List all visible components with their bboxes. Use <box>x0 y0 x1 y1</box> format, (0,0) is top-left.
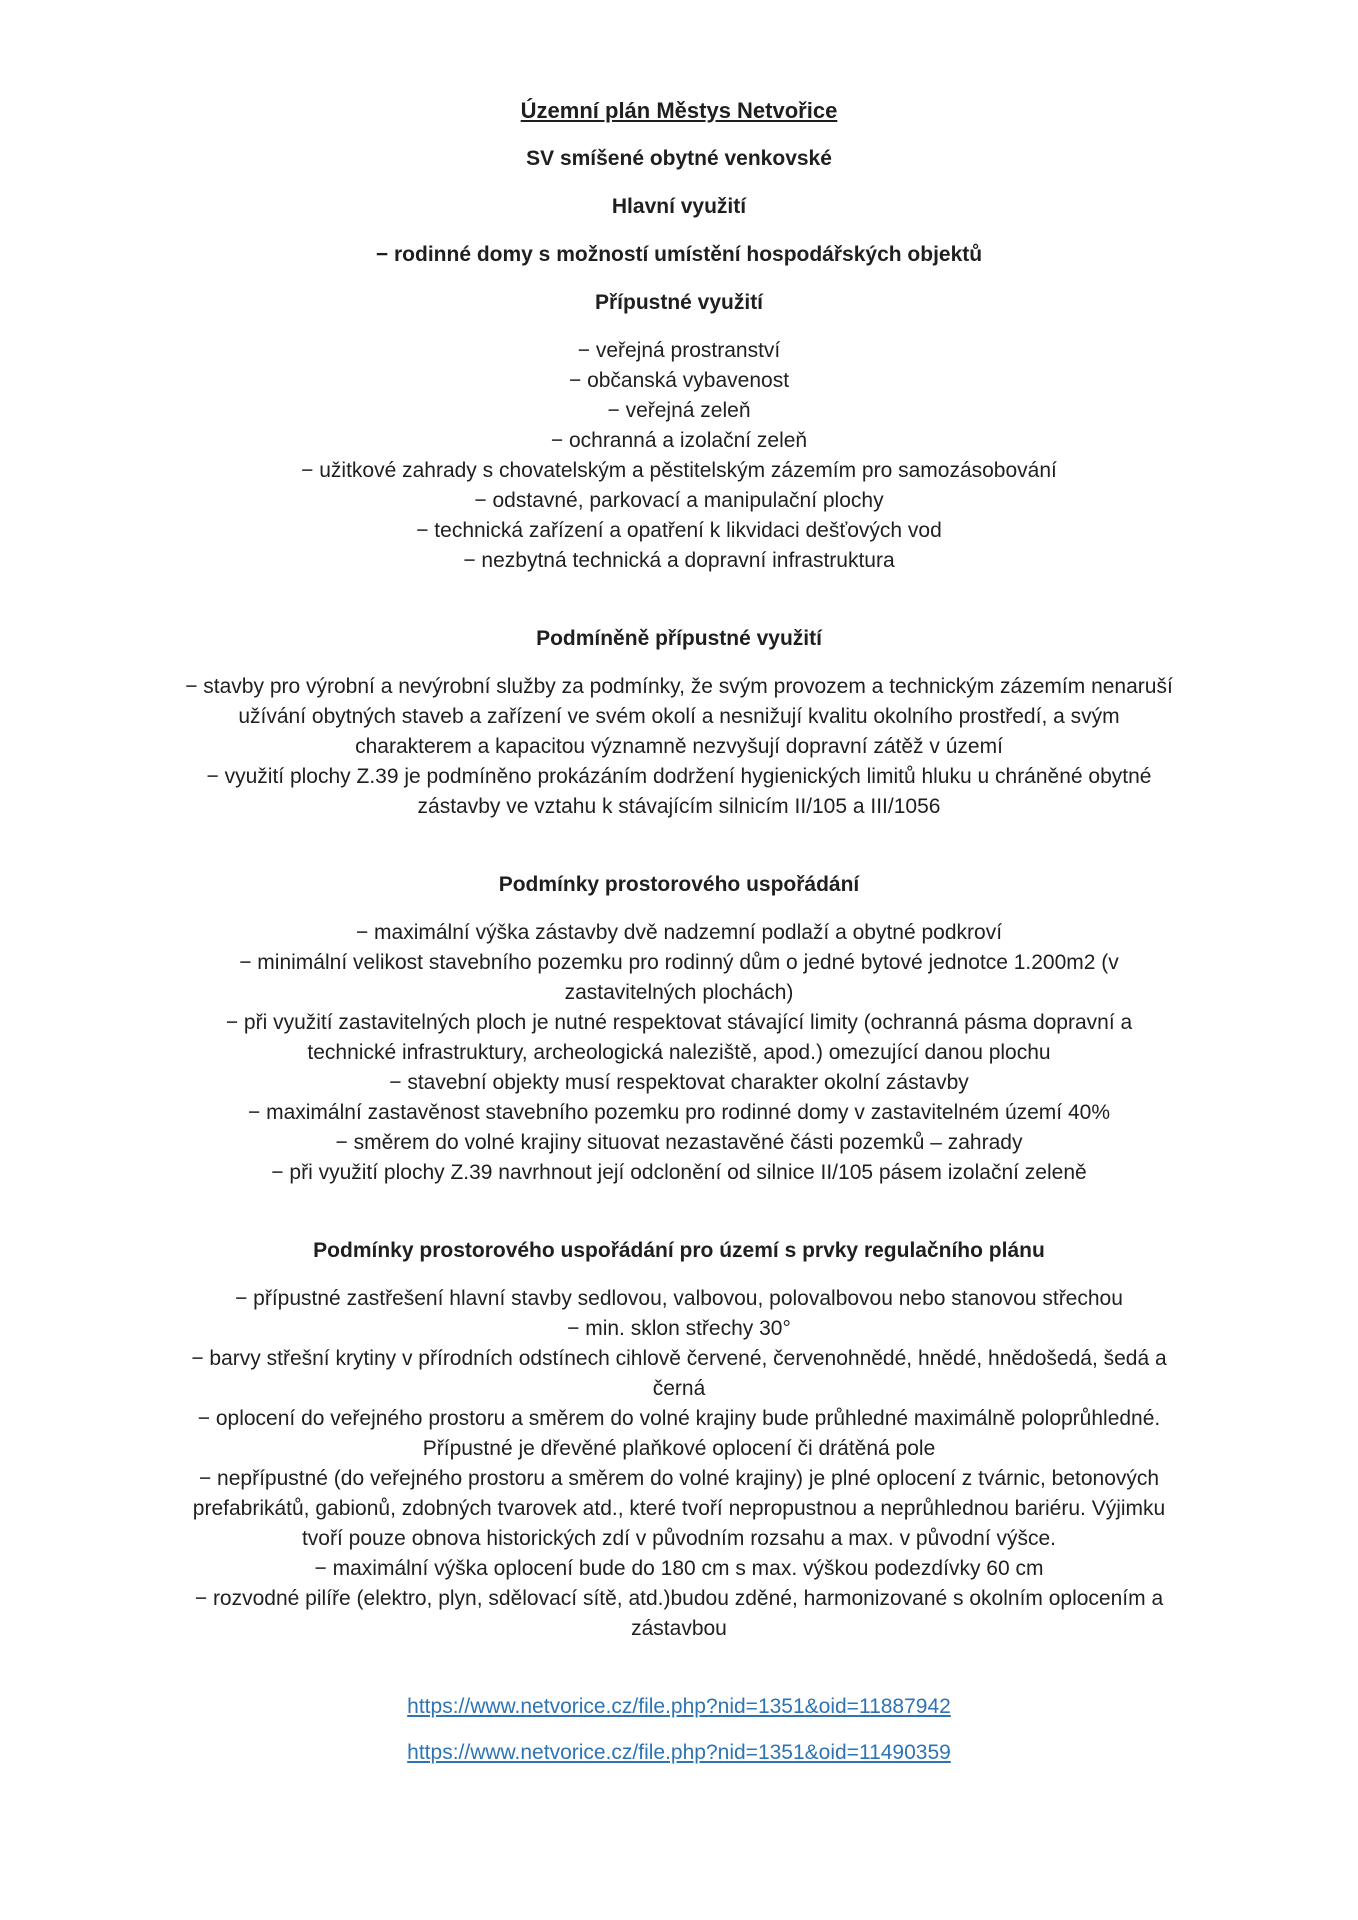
list-item: − přípustné zastřešení hlavní stavby sedlovou, valbovou, polovalbovou nebo stanovou střechou <box>235 1287 1123 1310</box>
list-item: − stavby pro výrobní a nevýrobní služby za podmínky, že svým provozem a technickým zázemím nenaruší užívání obytných staveb a zařízení ve svém okolí a nesnižují kvalitu okolního prostředí, a svým charakterem a kapacitou významně nezvyšují dopravní zátěž v území <box>185 675 1173 758</box>
list-item: − při využití plochy Z.39 navrhnout její odclonění od silnice II/105 pásem izolační zeleně <box>271 1161 1087 1184</box>
section-podminky-regulacniho-planu <box>184 1236 1174 1644</box>
list-item: − technická zařízení a opatření k likvidaci dešťových vod <box>416 519 942 542</box>
list-item: − při využití zastavitelných ploch je nutné respektovat stávající limity (ochranná pásma dopravní a technické infrastruktury, archeologická naleziště, apod.) omezující danou plochu <box>225 1011 1133 1064</box>
list-item: − maximální zastavěnost stavebního pozemku pro rodinné domy v zastavitelném území 40% <box>247 1101 1110 1124</box>
list-item: − ochranná a izolační zeleň <box>550 429 808 452</box>
list-item: − užitkové zahrady s chovatelským a pěstitelským zázemím pro samozásobování <box>301 459 1057 482</box>
list-item: − maximální výška zástavby dvě nadzemní podlaží a obytné podkroví <box>355 921 1003 944</box>
list-item: − rodinné domy s možností umístění hospodářských objektů <box>375 243 983 266</box>
section-heading: Přípustné využití <box>594 291 764 314</box>
list-item: − minimální velikost stavebního pozemku pro rodinný dům o jedné bytové jednotce 1.200m2 (v zastavitelných plochách) <box>239 951 1119 1004</box>
document-links <box>184 1692 1174 1768</box>
section-heading: Podmíněně přípustné využití <box>536 627 822 650</box>
list-item: − směrem do volné krajiny situovat nezastavěné části pozemků – zahrady <box>335 1131 1023 1154</box>
page-title: Územní plán Městys Netvořice <box>520 98 838 123</box>
list-item: − maximální výška oplocení bude do 180 cm s max. výškou podezdívky 60 cm <box>314 1557 1044 1580</box>
page-subtitle: SV smíšené obytné venkovské <box>526 147 832 170</box>
list-item: − stavební objekty musí respektovat charakter okolní zástavby <box>389 1071 969 1094</box>
list-item: − nepřípustné (do veřejného prostoru a směrem do volné krajiny) je plné oplocení z tvárnic, betonových prefabrikátů, gabionů, zdobných tvarovek atd., které tvoří nepropustnou a neprůhlednou bariéru. Výjimku tvoří pouze obnova historických zdí v původním rozsahu a max. v původní výšce. <box>192 1467 1166 1550</box>
section-podminene-pripustne-vyuziti <box>184 624 1174 822</box>
section-heading: Podmínky prostorového uspořádání <box>498 873 860 896</box>
list-item: − odstavné, parkovací a manipulační plochy <box>474 489 884 512</box>
list-item: − veřejná prostranství <box>577 339 781 362</box>
list-item: − rozvodné pilíře (elektro, plyn, sdělovací sítě, atd.)budou zděné, harmonizované s okolním oplocením a zástavbou <box>194 1587 1164 1640</box>
link-line <box>184 1738 1174 1768</box>
list-item: − barvy střešní krytiny v přírodních odstínech cihlově červené, červenohnědé, hnědé, hnědošedá, šedá a černá <box>191 1347 1167 1400</box>
link-line <box>184 1692 1174 1722</box>
list-item: − oplocení do veřejného prostoru a směrem do volné krajiny bude průhledné maximálně poloprůhledné. Přípustné je dřevěné plaňkové oplocení či drátěná pole <box>197 1407 1161 1460</box>
section-pripustne-vyuziti <box>184 288 1174 576</box>
document-link[interactable]: https://www.netvorice.cz/file.php?nid=1351&oid=11490359 <box>407 1741 951 1764</box>
section-podminky-prostoroveho-usporadani <box>184 870 1174 1188</box>
list-item: − min. sklon střechy 30° <box>567 1317 791 1340</box>
section-hlavni-vyuziti <box>184 192 1174 270</box>
section-heading: Hlavní využití <box>611 195 747 218</box>
section-heading: Podmínky prostorového uspořádání pro území s prvky regulačního plánu <box>313 1239 1045 1262</box>
list-item: − využití plochy Z.39 je podmíněno prokázáním dodržení hygienických limitů hluku u chráněné obytné zástavby ve vztahu k stávajícím silnicím II/105 a III/1056 <box>206 765 1152 818</box>
list-item: − občanská vybavenost <box>568 369 790 392</box>
list-item: − veřejná zeleň <box>607 399 751 422</box>
document-body <box>184 96 1174 1768</box>
list-item: − nezbytná technická a dopravní infrastruktura <box>463 549 895 572</box>
document-link[interactable]: https://www.netvorice.cz/file.php?nid=1351&oid=11887942 <box>407 1695 951 1718</box>
